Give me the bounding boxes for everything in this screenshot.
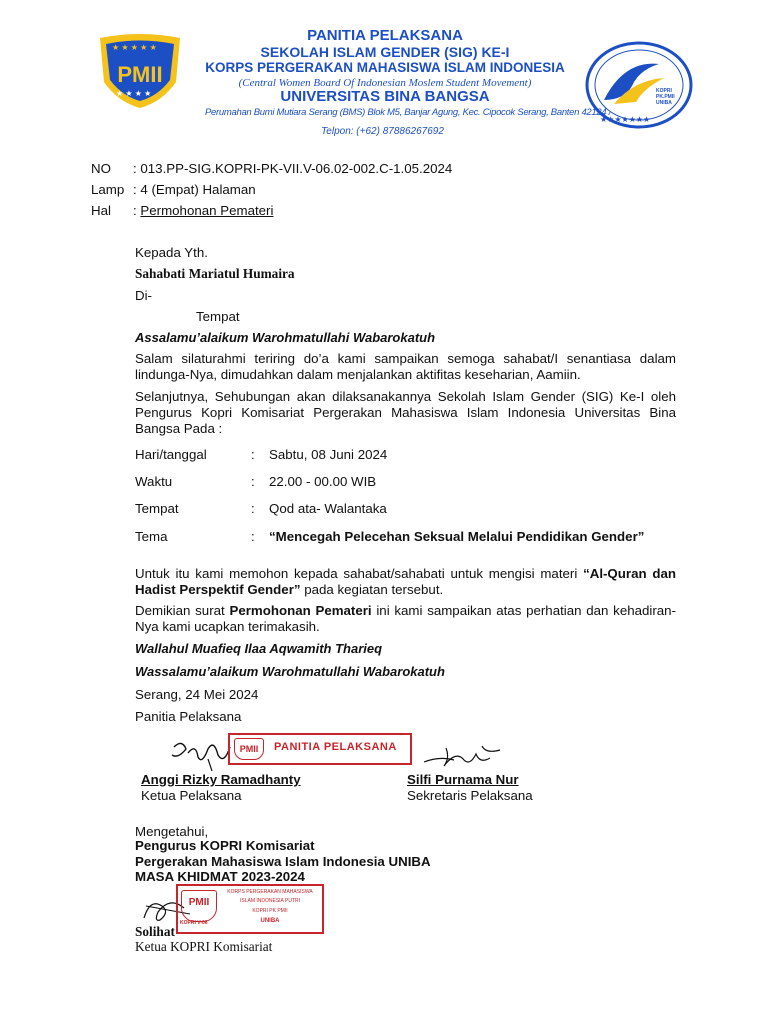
recipient-kepada: Kepada Yth.: [135, 245, 208, 260]
detail-label: Tempat: [135, 501, 179, 516]
stamp-text: PANITIA PELAKSANA: [274, 741, 397, 753]
detail-label: Hari/tanggal: [135, 447, 207, 462]
header-line3: KORPS PERGERAKAN MAHASISWA ISLAM INDONESIA: [205, 60, 565, 75]
detail-label: Waktu: [135, 474, 173, 489]
letter-number-value: : 013.PP-SIG.KOPRI-PK-VII.V-06.02-002.C-1.05.2024: [133, 161, 453, 176]
header-line4: (Central Women Board Of Indonesian Moslem Student Movement): [238, 77, 532, 89]
greeting: Assalamu’alaikum Warohmatullahi Wabarokatuh: [135, 330, 436, 345]
closing-prayer: Wallahul Muafieq Ilaa Aqwamith Tharieq: [135, 641, 383, 656]
header-line5: UNIVERSITAS BINA BANGSA: [280, 88, 490, 105]
subject-value: Permohonan Pemateri: [140, 203, 274, 218]
paragraph-3: [135, 566, 676, 598]
kopri-stamp: [176, 884, 324, 934]
svg-text:PMII: PMII: [117, 62, 163, 87]
approval-line3: MASA KHIDMAT 2023-2024: [135, 869, 305, 884]
svg-text:★ ★ ★ ★: ★ ★ ★ ★: [116, 89, 152, 98]
detail-theme: [135, 529, 644, 544]
detail-colon: :: [251, 447, 255, 462]
paragraph-4-subject: Permohonan Pemateri: [229, 603, 372, 618]
header-line2: SEKOLAH ISLAM GENDER (SIG) KE-I: [260, 44, 510, 60]
header-line1: PANITIA PELAKSANA: [307, 27, 463, 44]
pmii-logo: [92, 30, 188, 110]
detail-colon: :: [251, 474, 255, 489]
right-signer-name: Silfi Purnama Nur: [407, 772, 519, 787]
approver-name: Solihat: [135, 924, 175, 939]
detail-value: Sabtu, 08 Juni 2024: [269, 447, 388, 462]
detail-place: [135, 501, 387, 516]
paragraph-4-end: ini kami sampaikan atas perhatian dan kehadiran-Nya kami ucapkan terimakasih.: [135, 603, 677, 634]
detail-colon: :: [251, 529, 255, 544]
kopri-stamp-line2: ISLAM INDONESIA PUTRI: [239, 898, 300, 904]
svg-text:PK.PMII: PK.PMII: [656, 94, 675, 100]
paragraph-4-text: Demikian surat: [135, 603, 230, 618]
letter-number-label: NO: [91, 161, 111, 176]
approval-line2: Pergerakan Mahasiswa Islam Indonesia UNIBA: [135, 854, 431, 869]
kopri-logo: [584, 40, 694, 130]
left-signer-role: Ketua Pelaksana: [141, 788, 242, 803]
paragraph-3-material: “Al-Quran dan Hadist Perspektif Gender”: [135, 566, 676, 597]
detail-value: 22.00 - 00.00 WIB: [269, 474, 377, 489]
approval-line1: Pengurus KOPRI Komisariat: [135, 838, 315, 853]
approver-role: Ketua KOPRI Komisariat: [135, 939, 273, 954]
paragraph-2: Selanjutnya, Sehubungan akan dilaksanakannya Sekolah Islam Gender (SIG) Ke-I oleh Pengurus Kopri Komisariat Pergerakan Mahasiswa Islam Indonesia Universitas Bina Bangsa Pada :: [135, 389, 676, 436]
recipient-tempat: Tempat: [196, 309, 240, 324]
paragraph-3-text: Untuk itu kami memohon kepada sahabat/sahabati untuk mengisi materi: [135, 566, 584, 581]
subject-colon: :: [133, 203, 141, 218]
right-signer-role: Sekretaris Pelaksana: [407, 788, 533, 803]
signature-right: [420, 740, 510, 775]
detail-value: Qod ata- Walantaka: [269, 501, 387, 516]
kopri-stamp-line4: UNIBA: [260, 918, 280, 924]
svg-text:★★★★★★★: ★★★★★★★: [600, 115, 651, 124]
svg-text:★ ★ ★ ★ ★: ★ ★ ★ ★ ★: [112, 43, 157, 52]
detail-colon: :: [251, 501, 255, 516]
svg-text:UNIBA: UNIBA: [656, 100, 672, 106]
attachment-label: Lamp: [91, 182, 125, 197]
letter-date: Serang, 24 Mei 2024: [135, 687, 259, 702]
detail-date: [135, 447, 387, 462]
paragraph-1: Salam silaturahmi teriring do’a kami sampaikan semoga sahabat/I senantiasa dalam lindunga-Nya, dimudahkan dalam menjalankan aktifitas keseharian, Aamiin.: [135, 351, 676, 382]
recipient-name: Sahabati Mariatul Humaira: [135, 266, 295, 281]
kopri-stamp-sub: KOPRI V-06: [180, 920, 208, 926]
closing-greeting: Wassalamu’alaikum Warohmatullahi Wabarokatuh: [135, 664, 445, 679]
header-phone: Telpon: (+62) 87886267692: [321, 126, 444, 137]
attachment: [91, 182, 256, 197]
svg-text:KOPRI: KOPRI: [656, 88, 672, 94]
paragraph-4: [135, 603, 676, 635]
kopri-stamp-logo: PMII: [181, 890, 217, 922]
header-address: Perumahan Bumi Mutiara Serang (BMS) Blok M5, Banjar Agung, Kec. Cipocok Serang, Banten 42124 /: [205, 107, 612, 118]
paragraph-3-end: pada kegiatan tersebut.: [300, 582, 444, 597]
left-signer-name: Anggi Rizky Ramadhanty: [141, 772, 301, 787]
attachment-value: : 4 (Empat) Halaman: [133, 182, 256, 197]
kopri-stamp-line3: KOPRI PK PMII: [252, 908, 288, 914]
letter-number: [91, 161, 452, 176]
approval-mengetahui: Mengetahui,: [135, 824, 209, 839]
subject-label: Hal: [91, 203, 111, 218]
committee-stamp: [228, 733, 412, 765]
kopri-stamp-line1: KORPS PERGERAKAN MAHASISWA: [227, 889, 313, 895]
committee-label: Panitia Pelaksana: [135, 709, 242, 724]
detail-value: “Mencegah Pelecehan Seksual Melalui Pendidikan Gender”: [269, 529, 645, 544]
recipient-di: Di-: [135, 288, 152, 303]
stamp-logo: PMII: [234, 738, 264, 760]
subject: [91, 203, 273, 218]
detail-time: [135, 474, 376, 489]
detail-label: Tema: [135, 529, 168, 544]
